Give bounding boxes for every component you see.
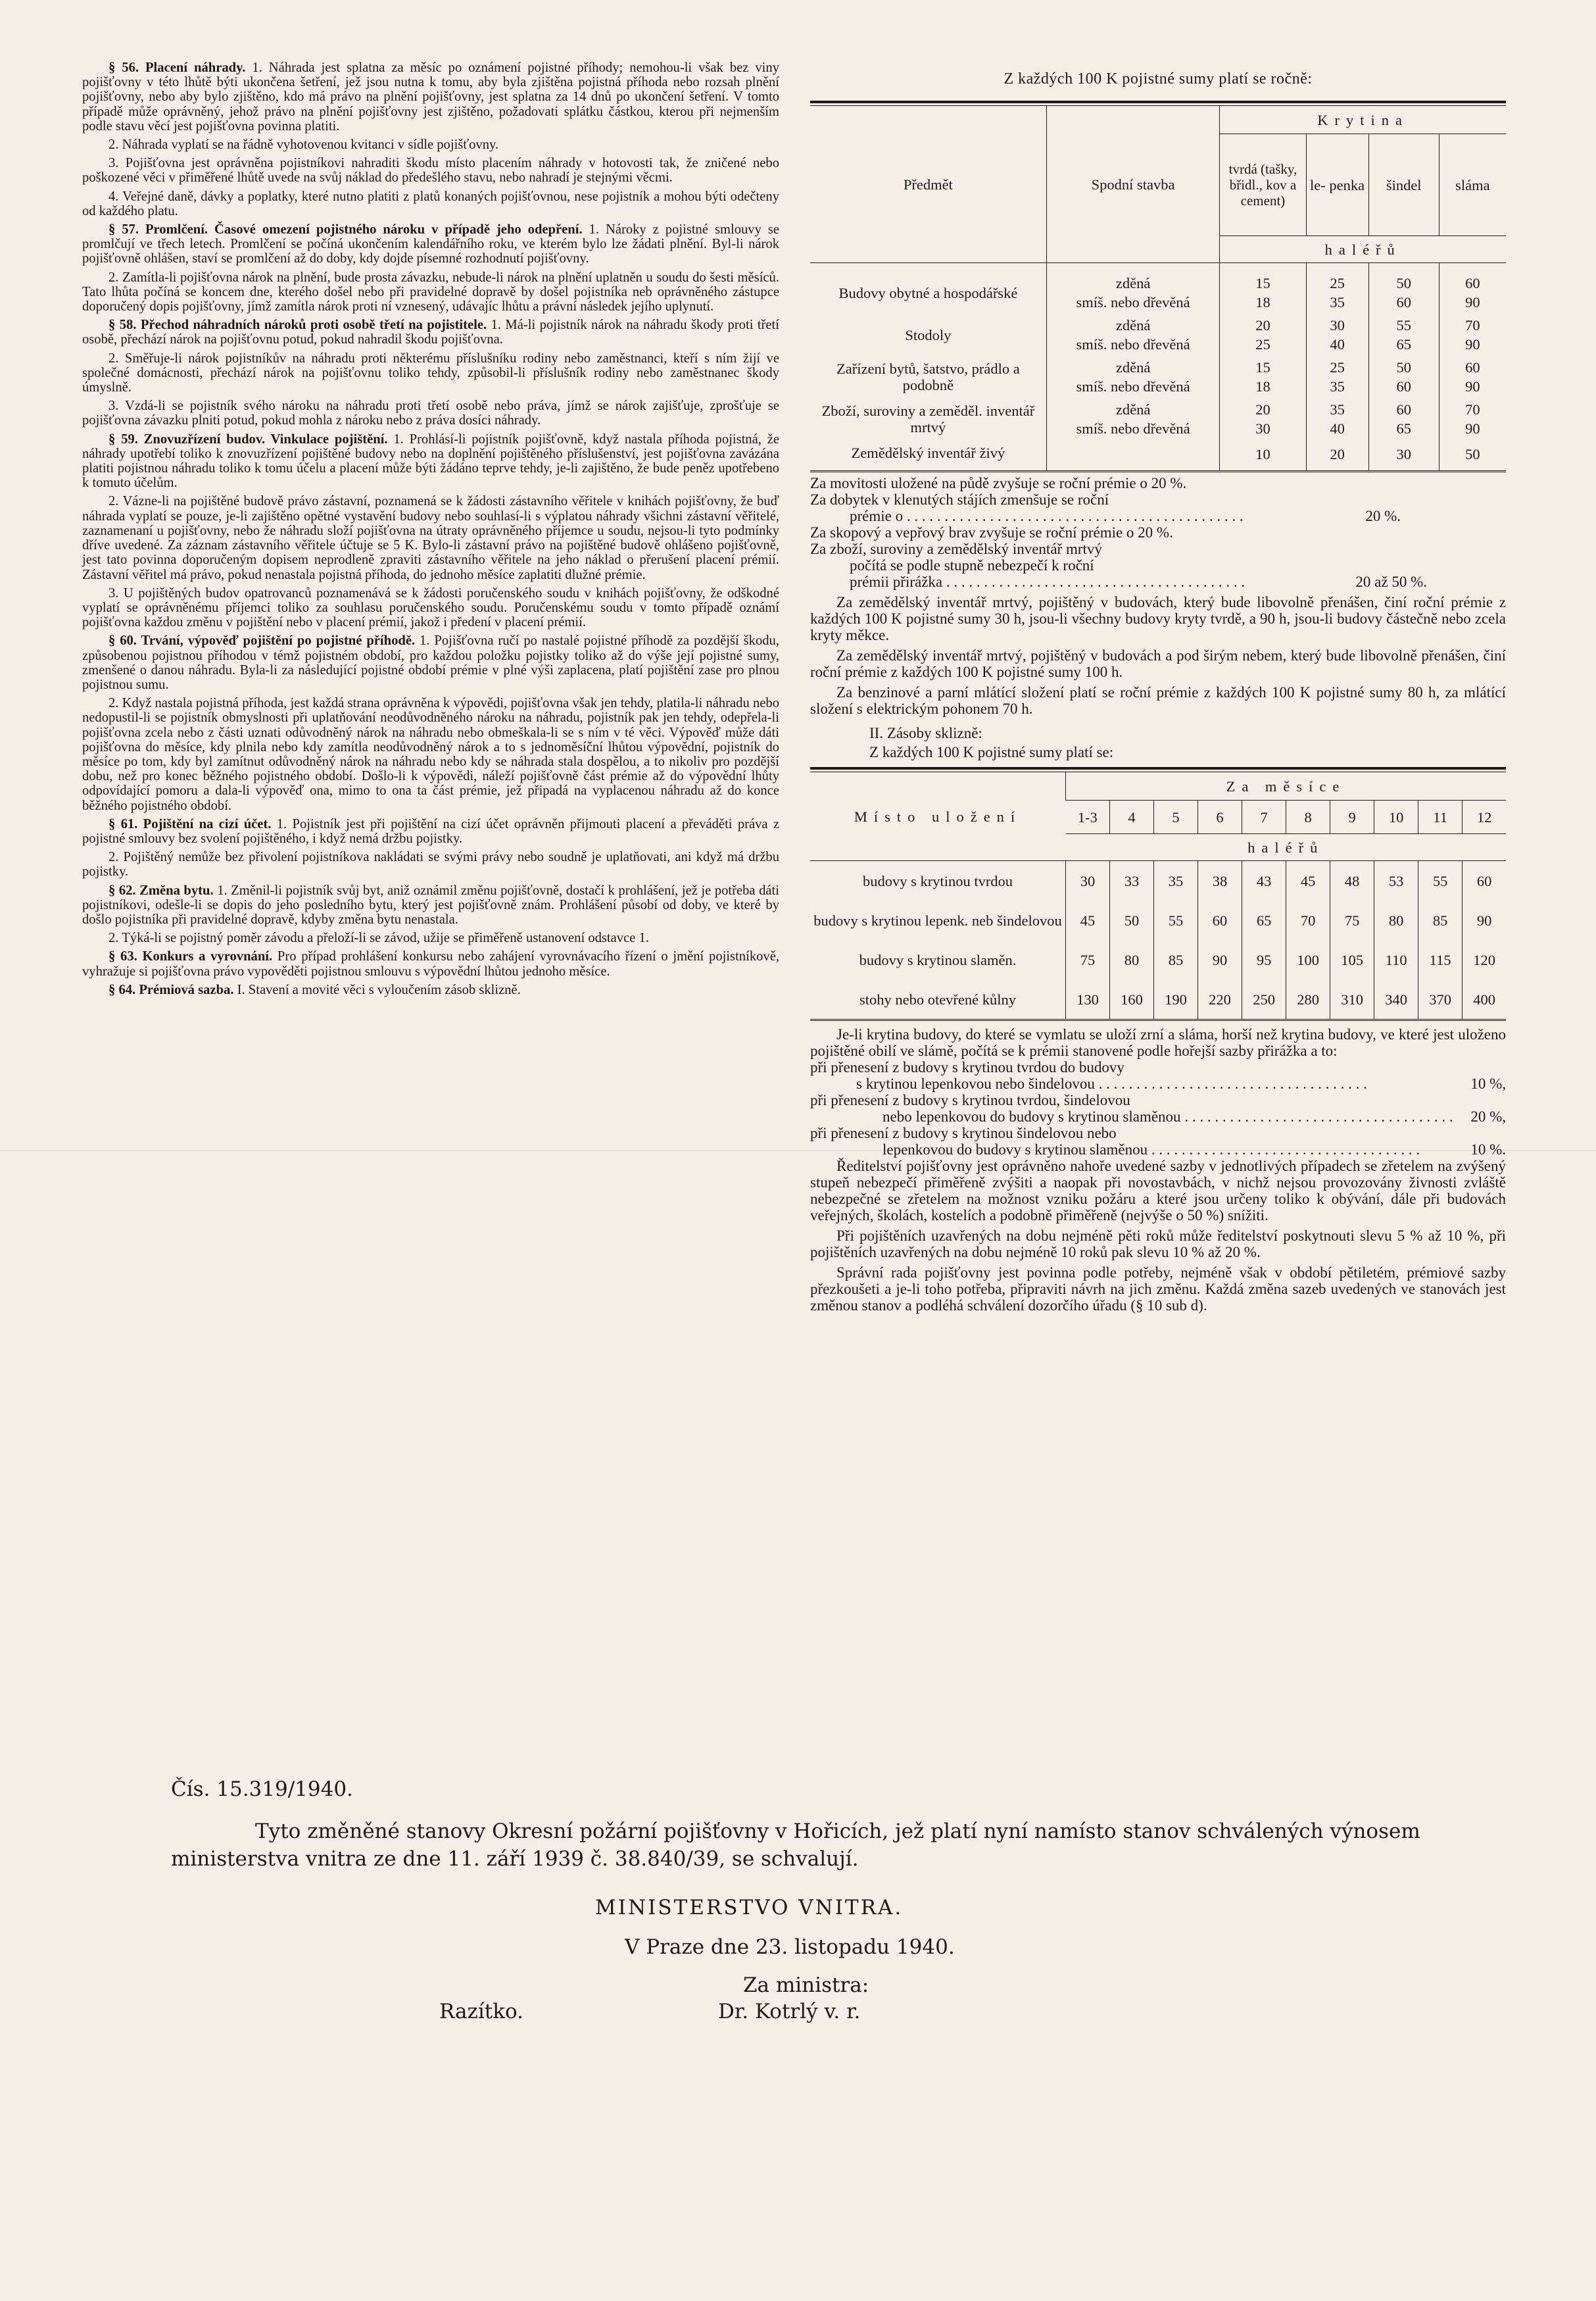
table-cell: 70 bbox=[1439, 396, 1506, 419]
table1-title: Z každých 100 K pojistné sumy platí se ročně: bbox=[1004, 70, 1313, 87]
reference-number: Čís. 15.319/1940. bbox=[171, 1777, 353, 1801]
table-cell: 30 bbox=[1306, 312, 1368, 335]
paragraph-text: 1. Nároky z pojistné smlouvy se promlčují ve třech letech. Promlčení se počíná ukončením kalendářního roku, ve kterém bylo lze žádati plnění. Byl-li nárok pojišťovně ohlášen, staví se promlčení až do doby, kdy dojde písemné rozhodnutí pojišťovny. bbox=[82, 222, 779, 266]
header-predmet: Předmět bbox=[810, 106, 1046, 263]
table-cell: 20 bbox=[1220, 312, 1306, 335]
paragraph-text: 2. Když nastala pojistná příhoda, jest každá strana oprávněna k výpovědi, pojišťovna však jen tehdy, platila-li náhradu nebo nedopustil-li se pojistník obmyslnosti při uplatňování neodůvodněného nároku na náhradu, pojistník pak jen tehdy, odepřela-li pojišťovna zcela nebo z části uznati odůvodněný nárok na náhradu nebo obmeškala-li se s ním v té věci. Výpověď může dáti pojišťovna do měsíce, kdy plnila nebo kdy zamítla neodůvodněný nárok a to s jednoměsíční lhůtou výpovědní, pojistník do měsíce po tom, kdy byl zamítnut odůvodněný nárok na náhradu nebo kdy se náhrada stala dospělou, a to nikoliv pro pozdější dobu, než pro konec běžného pojistného období. Došlo-li k výpovědi, náleží pojišťovně část prémie až do výpovědní lhůty odpovídající pomoru a dala-li výpověď ona, mimo to ona ta část prémie, jež připadá na vyplacenou náhradu až do konce běžného pojistného období. bbox=[82, 696, 779, 813]
surcharge-text: nebo lepenkovou do budovy s krytinou slaměnou bbox=[883, 1108, 1181, 1125]
row-predmet: Budovy obytné a hospodářské bbox=[838, 284, 1018, 301]
row-predmet: Zboží, suroviny a zeměděl. inventář mrtvý bbox=[821, 403, 1035, 435]
paragraph bbox=[82, 270, 779, 314]
row-spodni-stavba: zděná bbox=[1046, 354, 1220, 377]
note-mlatici: Za benzinové a parní mlátící složení platí se roční prémie z každých 100 K pojistné sumy 80 h, za mlátící složení s elektrickým pohonem 70 h. bbox=[810, 684, 1506, 717]
surcharge-text: s krytinou lepenkovou nebo šindelovou bbox=[856, 1076, 1095, 1092]
section-heading: § 62. Změna bytu. bbox=[109, 883, 214, 898]
note-krytina-horsi: Je-li krytina budovy, do které se vymlatu se uloží zrní a sláma, horší než krytina budovy, ve které jest uloženo pojištěné obilí ve slámě, počítá se k prémii stanovené podle hořejší sazby přirážka a to: bbox=[810, 1026, 1506, 1059]
note-zbozi-pct: 20 až 50 %. bbox=[1355, 574, 1427, 590]
month-header: 5 bbox=[1154, 801, 1198, 834]
right-column bbox=[810, 71, 1506, 1314]
note-sleva: Při pojištěních uzavřených na dobu nejméně pěti roků může ředitelství poskytnouti slevu 5 % až 10 %, při pojištěních uzavřených na dobu nejméně 10 roků pak slevu 10 % až 20 %. bbox=[810, 1227, 1506, 1260]
paragraph-text: 2. Vázne-li na pojištěné budově právo zástavní, poznamená se k žádosti zástavního věřitele v knihách pojišťovny, že buď náhrada vyplatí se pouze, je-li zajištěno opětné vystavění budovy nebo souhlasí-li s výplatou náhrady všichni zástavní věřitelé, zaznamenaní u pojišťovny, nebo že náhradu složí pojišťovna na útraty oprávněného příjemce u soudu, nejsou-li tyto podmínky dříve uvedené. Za záznam zástavního věřitele účtuje se 5 K. Bylo-li zástavní právo na pojištěné budově ohlášeno pojišťovně, jest tato povinna doporučeným dopisem neprodleně zpraviti zástavního věřitele na jeho náklad o přerušení placení prémií. Zástavní věřitel má právo, pokud nenastala pojistná příhoda, do jednoho měsíce zaplatiti dlužné prémie. bbox=[82, 494, 779, 582]
row-label: budovy s krytinou tvrdou bbox=[862, 872, 1013, 889]
table-cell: 50 bbox=[1368, 354, 1439, 377]
table-cell: 53 bbox=[1374, 861, 1418, 901]
paragraph-text: I. Stavení a movité věci s vyloučením zásob sklizně. bbox=[233, 982, 521, 997]
table-cell: 100 bbox=[1286, 940, 1330, 979]
row-label: budovy s krytinou slaměn. bbox=[859, 951, 1017, 968]
table-cell: 35 bbox=[1306, 396, 1368, 419]
dot-leader: . . . . . . . . . . . . . . . . . . . . . . . . . . . . . . . . . . . . bbox=[1148, 1141, 1420, 1158]
header-haleru-2: haléřů bbox=[1066, 834, 1507, 861]
table-cell: 370 bbox=[1418, 979, 1463, 1020]
stamp-label: Razítko. bbox=[439, 2000, 523, 2023]
surcharge-line: při přenesení z budovy s krytinou šindelovou nebo bbox=[810, 1125, 1117, 1141]
table-cell: 85 bbox=[1154, 940, 1198, 979]
dot-leader: . . . . . . . . . . . . . . . . . . . . . . . . . . . . . . . . . . . . bbox=[1180, 1108, 1453, 1125]
table-cell: 60 bbox=[1368, 396, 1439, 419]
notes-block-2 bbox=[810, 1026, 1506, 1314]
table-row bbox=[810, 312, 1506, 335]
note-skopovy: Za skopový a vepřový brav zvyšuje se roční prémie o 20 %. bbox=[810, 524, 1173, 541]
table-cell: 65 bbox=[1368, 335, 1439, 354]
surcharge-percent: 10 %, bbox=[1470, 1076, 1506, 1092]
table-cell: 38 bbox=[1198, 861, 1242, 901]
header-misto-ulozeni: Místo uložení bbox=[810, 772, 1066, 861]
approval-text-line1: Tyto změněné stanovy Okresní požární pojišťovny v Hořicích, jež platí nyní namísto stanov schválených výnosem bbox=[255, 1819, 1420, 1843]
table-cell: 45 bbox=[1286, 861, 1330, 901]
table-cell: 20 bbox=[1306, 438, 1368, 472]
table-row bbox=[810, 940, 1506, 979]
paragraph-text: 1. Pojistník jest při pojištění na cizí účet oprávněn přijmouti placení a převáděti práva z pojistné smlouvy bez svolení pojištěného, i když nemá držbu pojistky. bbox=[82, 816, 780, 846]
month-header: 12 bbox=[1463, 801, 1506, 834]
surcharge-line bbox=[810, 1108, 1506, 1125]
table-cell: 160 bbox=[1110, 979, 1154, 1020]
section-heading: § 59. Znovuzřízení budov. Vinkulace pojištění. bbox=[109, 432, 388, 447]
paragraph bbox=[82, 432, 779, 491]
left-column bbox=[82, 61, 779, 1001]
header-spodni-stavba: Spodní stavba bbox=[1046, 106, 1220, 263]
paragraph-text: 3. U pojištěných budov opatrovanců poznamenává se k žádosti poručenského soudu v knihách pojišťovny, že odškodné vyplatí se oprávněnému příjemci toliko za souhlasu poručenského soudu. Poručenskému soudu v tomto případě oznámí pojišťovna každou změnu v pojištění nebo v placení prémií, jakož i předení v placení prémií. bbox=[82, 585, 779, 630]
header-sindel: šindel bbox=[1368, 134, 1439, 236]
table-cell: 60 bbox=[1439, 263, 1506, 293]
section-heading: § 60. Trvání, výpověď pojištění po pojistné příhodě. bbox=[109, 633, 416, 649]
table-row bbox=[810, 263, 1506, 293]
month-header: 1-3 bbox=[1066, 801, 1110, 834]
note-dobytek-pct: 20 %. bbox=[1365, 508, 1401, 524]
paragraph-text: 2. Směřuje-li nárok pojistníkův na náhradu proti některému příslušníku rodiny nebo zaměstnanci, kteří s ním žijí ve společné domácnosti, přechází nárok na pojišťovnu toliko tehdy, způsobil-li příslušník rodiny nebo zaměstnanec škody úmyslně. bbox=[82, 351, 779, 395]
table-cell: 48 bbox=[1330, 861, 1374, 901]
note-inventar-sirym: Za zemědělský inventář mrtvý, pojištěný v budovách a pod širým nebem, který bude libovolně přenášen, činí roční prémie z každých 100 K pojistné sumy 100 h. bbox=[810, 647, 1506, 680]
table-cell: 45 bbox=[1066, 901, 1110, 940]
table-cell: 90 bbox=[1439, 377, 1506, 396]
surcharge-line bbox=[810, 1076, 1506, 1092]
paragraph-text: 4. Veřejné daně, dávky a poplatky, které nutno platiti z platů konaných pojišťovnou, nese pojistník a mohou býti odečteny od každého platu. bbox=[82, 189, 779, 218]
paragraph bbox=[82, 318, 779, 347]
table-row bbox=[810, 396, 1506, 419]
place-date: V Praze dne 23. listopadu 1940. bbox=[625, 1935, 955, 1959]
dot-leader: . . . . . . . . . . . . . . . . . . . . . . . . . . . . . . . . . . . . . . . . . . . . . bbox=[903, 508, 1244, 524]
note-zbozi: Za zboží, suroviny a zemědělský inventář mrtvý bbox=[810, 541, 1102, 557]
table-cell: 25 bbox=[1306, 263, 1368, 293]
table-cell: 43 bbox=[1242, 861, 1286, 901]
table-cell: 80 bbox=[1110, 940, 1154, 979]
table-cell: 130 bbox=[1066, 979, 1110, 1020]
table-cell: 55 bbox=[1418, 861, 1463, 901]
paragraph bbox=[82, 156, 779, 185]
table-cell: 110 bbox=[1374, 940, 1418, 979]
premium-table-buildings bbox=[810, 106, 1506, 472]
note-movitosti: Za movitosti uložené na půdě zvyšuje se roční prémie o 20 %. bbox=[810, 475, 1187, 491]
note-spravni-rada: Správní rada pojišťovny jest povinna podle potřeby, nejméně však v období pětiletém, prémiové sazby přezkoušeti a je-li toho potřeba, připraviti návrh na jich změnu. Každá změna sazeb uvedených ve stanovách jest změnou stanov a podléhá schválení dozorčího úřadu (§ 10 sub d). bbox=[810, 1264, 1506, 1314]
surcharge-line: při přenesení z budovy s krytinou tvrdou, šindelovou bbox=[810, 1092, 1130, 1108]
table-cell: 60 bbox=[1368, 377, 1439, 396]
table-cell: 50 bbox=[1110, 901, 1154, 940]
table-cell: 50 bbox=[1439, 438, 1506, 472]
paragraph-text: Pro případ prohlášení konkursu nebo zahájení vyrovnávacího řízení o jmění pojistníkově, vyhražuje si pojišťovna právo vypověděti pojistnou smlouvu s výpovědní lhůtou jednoho měsíce. bbox=[82, 949, 779, 979]
month-header: 6 bbox=[1198, 801, 1242, 834]
table-cell: 60 bbox=[1198, 901, 1242, 940]
row-label: budovy s krytinou lepenk. neb šindelovou bbox=[813, 912, 1062, 929]
paragraph bbox=[82, 351, 779, 395]
surcharge-list bbox=[810, 1059, 1506, 1158]
table-cell: 90 bbox=[1439, 419, 1506, 438]
ministry-name: MINISTERSTVO VNITRA. bbox=[595, 1896, 904, 1919]
table-cell: 55 bbox=[1154, 901, 1198, 940]
row-spodni-stavba: smíš. nebo dřevěná bbox=[1046, 335, 1220, 354]
section-zasoby-title: II. Zásoby sklizně: bbox=[869, 725, 982, 741]
header-krytina: Krytina bbox=[1220, 106, 1506, 134]
month-header: 7 bbox=[1242, 801, 1286, 834]
paragraph bbox=[82, 850, 779, 879]
header-tvrda: tvrdá (tašky, břidl., kov a cement) bbox=[1220, 134, 1306, 236]
header-za-mesice: Za měsíce bbox=[1066, 772, 1507, 801]
table-cell: 220 bbox=[1198, 979, 1242, 1020]
table-row bbox=[810, 901, 1506, 940]
table-cell: 90 bbox=[1463, 901, 1506, 940]
paragraph bbox=[82, 399, 779, 428]
paragraph-text: 2. Týká-li se pojistný poměr závodu a přeloží-li se závod, užije se přiměřeně ustanovení odstavce 1. bbox=[109, 931, 649, 946]
month-header: 8 bbox=[1286, 801, 1330, 834]
note-dobytek-line2 bbox=[810, 508, 1506, 524]
header-slama: sláma bbox=[1439, 134, 1506, 236]
table-cell: 10 bbox=[1220, 438, 1306, 472]
table-cell: 18 bbox=[1220, 377, 1306, 396]
surcharge-item bbox=[810, 1125, 1506, 1158]
approval-text-line2: ministerstva vnitra ze dne 11. září 1939 č. 38.840/39, se schvalují. bbox=[171, 1847, 859, 1871]
table-cell: 60 bbox=[1368, 293, 1439, 312]
paragraph-text: 1. Pojišťovna ručí po nastalé pojistné příhodě za pozdější škodu, způsobenou pojistnou příhodou v témž pojistném období, pro každou položku pojistky toliko až do výše její pojistné sumy, zmenšené o danou náhradu. Byla-li za následující pojistné období prémie v plné výši zaplacena, platí pojištění zase pro plnou pojistnou sumu. bbox=[82, 633, 779, 692]
za-ministra: Za ministra: bbox=[743, 1973, 869, 1997]
table-cell: 20 bbox=[1220, 396, 1306, 419]
signature-name: Dr. Kotrlý v. r. bbox=[718, 2000, 861, 2023]
table2-body bbox=[810, 861, 1506, 1020]
surcharge-text: lepenkovou do budovy s krytinou slaměnou bbox=[883, 1141, 1148, 1158]
table-cell: 55 bbox=[1368, 312, 1439, 335]
table-cell: 65 bbox=[1242, 901, 1286, 940]
note-dobytek: Za dobytek v klenutých stájích zmenšuje se roční bbox=[810, 491, 1109, 508]
table1-top-rule bbox=[810, 101, 1506, 106]
paragraph bbox=[82, 696, 779, 813]
table-cell: 340 bbox=[1374, 979, 1418, 1020]
paragraph-text: 2. Pojištěný nemůže bez přivolení pojistníkova nakládati se svými právy nebo soudně je uplatňovati, ani když má držbu pojistky. bbox=[82, 850, 779, 879]
table-cell: 33 bbox=[1110, 861, 1154, 901]
paragraph bbox=[82, 883, 779, 928]
table-cell: 65 bbox=[1368, 419, 1439, 438]
table-cell: 35 bbox=[1154, 861, 1198, 901]
section-zasoby-subtitle: Z každých 100 K pojistné sumy platí se: bbox=[869, 744, 1114, 760]
paragraph-text: 1. Prohlásí-li pojistník pojišťovně, když nastala příhoda pojistná, že náhrady upotřebí toliko k znovuzřízení pojištěné budovy nebo na doplnění pojištěného příslušenství, jest pojišťovna zavázána platiti pojistnou náhradu toliko k tomu účelu a placení může býti žádáno teprve tehdy, je-li zajištěno, že bude peněz upotřebeno k tomuto účelům. bbox=[82, 432, 779, 491]
note-zbozi-line2: počítá se podle stupně nebezpečí k roční bbox=[850, 557, 1094, 574]
table1-body bbox=[810, 263, 1506, 472]
month-header: 9 bbox=[1330, 801, 1374, 834]
table-row bbox=[810, 861, 1506, 901]
table-cell: 60 bbox=[1463, 861, 1506, 901]
surcharge-item bbox=[810, 1059, 1506, 1092]
table-row bbox=[810, 438, 1506, 472]
row-spodni-stavba: zděná bbox=[1046, 263, 1220, 293]
row-label: stohy nebo otevřené kůlny bbox=[810, 979, 1066, 1020]
row-predmet: Zařízení bytů, šatstvo, prádlo a podobně bbox=[836, 360, 1020, 393]
premium-table-harvest bbox=[810, 772, 1506, 1021]
table-cell: 30 bbox=[1066, 861, 1110, 901]
dot-leader: . . . . . . . . . . . . . . . . . . . . . . . . . . . . . . . . . . . . . . . . bbox=[942, 574, 1245, 590]
table-cell: 30 bbox=[1368, 438, 1439, 472]
paragraph bbox=[82, 949, 779, 978]
surcharge-line: při přenesení z budovy s krytinou tvrdou do budovy bbox=[810, 1059, 1124, 1076]
notes-block-1 bbox=[810, 475, 1506, 717]
row-spodni-stavba: zděná bbox=[1046, 396, 1220, 419]
table-cell: 190 bbox=[1154, 979, 1198, 1020]
table2-top-rule bbox=[810, 767, 1506, 772]
table-cell: 90 bbox=[1439, 293, 1506, 312]
paragraph bbox=[82, 817, 779, 846]
table-row bbox=[810, 354, 1506, 377]
table-cell: 120 bbox=[1463, 940, 1506, 979]
row-spodni-stavba: smíš. nebo dřevěná bbox=[1046, 293, 1220, 312]
section-heading: § 57. Promlčení. Časové omezení pojistného nároku v případě jeho odepření. bbox=[109, 222, 583, 237]
note-reditelstvi: Ředitelství pojišťovny jest oprávněno nahoře uvedené sazby v jednotlivých případech se zřetelem na zvýšený stupeň nebezpečí přiměřeně zvýšiti a naopak při novostavbách, v nichž nejsou provozovány živnosti zvláště nebezpečné se zřetelem na možnost vzniku požáru a které jsou určeny toliko k obývání, dále při budovách veřejných, školách, kostelích a podobně přiměřeně (nejvýše o 50 %) snížiti. bbox=[810, 1158, 1506, 1224]
table-cell: 250 bbox=[1242, 979, 1286, 1020]
month-header: 11 bbox=[1418, 801, 1463, 834]
table-cell: 70 bbox=[1286, 901, 1330, 940]
table-cell: 25 bbox=[1220, 335, 1306, 354]
paragraph-text: 1. Náhrada jest splatna za měsíc po oznámení pojistné příhody; nemohou-li však bez viny pojišťovny v této lhůtě býti ukončena šetření, jež jsou nutna k tomu, aby byla zjištěna pojistná příhoda nebo rozsah plnění pojišťovny, nebo aby bylo zjištěno, kdo má právo na plnění pojišťovny, jest splatna za 14 dnů po ukončení šetření. V tomto případě může oprávněný, jehož právo na plnění pojišťovny jest zjištěno, požadovati splátku částkou, kterou při nejmenším podle stavu věcí jest pojišťovna povinna platiti. bbox=[82, 61, 779, 134]
table-cell: 85 bbox=[1418, 901, 1463, 940]
paragraph-text: 3. Vzdá-li se pojistník svého nároku na náhradu proti třetí osobě nebo práva, jímž se nárok zajišťuje, zprošťuje se pojišťovna závazku plniti potud, pokud mohla z nároku nebo z práva dosíci náhrady. bbox=[82, 399, 779, 428]
table-cell: 60 bbox=[1439, 354, 1506, 377]
paragraph bbox=[82, 222, 779, 266]
row-predmet: Stodoly bbox=[905, 326, 952, 343]
surcharge-percent: 10 %. bbox=[1470, 1141, 1506, 1158]
paragraph bbox=[82, 189, 779, 218]
surcharge-line bbox=[810, 1141, 1506, 1158]
note-inventar-budovy: Za zemědělský inventář mrtvý, pojištěný v budovách, který bude libovolně přenášen, činí roční prémie z každých 100 K pojistné sumy 30 h, jsou-li všechny budovy kryty tvrdě, a 90 h, jsou-li budovy částečně nebo zcela kryty měkce. bbox=[810, 594, 1506, 643]
table-cell: 95 bbox=[1242, 940, 1286, 979]
month-header: 4 bbox=[1110, 801, 1154, 834]
paragraph bbox=[82, 494, 779, 581]
surcharge-percent: 20 %, bbox=[1470, 1108, 1506, 1125]
paragraph-text: 2. Zamítla-li pojišťovna nárok na plnění, bude prosta závazku, nebude-li nárok na plnění uplatněn u soudu do šesti měsíců. Tato lhůta počíná se koncem dne, kterého došel nebo při pravidelné dopravě by došel pojistníka neb oprávněného zástupce doporučený dopis pojišťovny, jímž zamítla nárok proti ní vznesený, udávajíc lhůtu a právní následek jejího uplynutí. bbox=[82, 270, 779, 314]
header-lepenka: le- penka bbox=[1306, 134, 1368, 236]
table-cell: 50 bbox=[1368, 263, 1439, 293]
table-row bbox=[810, 979, 1506, 1020]
paragraph bbox=[82, 983, 779, 997]
section-heading: § 58. Přechod náhradních nároků proti osobě třetí na pojistitele. bbox=[109, 318, 487, 333]
table-cell: 280 bbox=[1286, 979, 1330, 1020]
table-cell: 25 bbox=[1306, 354, 1368, 377]
section-heading: § 63. Konkurs a vyrovnání. bbox=[109, 949, 273, 964]
table-cell: 70 bbox=[1439, 312, 1506, 335]
surcharge-item bbox=[810, 1092, 1506, 1125]
table-cell: 80 bbox=[1374, 901, 1418, 940]
table-cell: 40 bbox=[1306, 335, 1368, 354]
header-haleru: haléřů bbox=[1220, 236, 1506, 263]
row-predmet: Zemědělský inventář živý bbox=[810, 438, 1046, 472]
row-spodni-stavba: zděná bbox=[1046, 312, 1220, 335]
section-heading: § 61. Pojištění na cizí účet. bbox=[109, 816, 272, 831]
row-spodni-stavba bbox=[1046, 438, 1220, 472]
paragraph bbox=[82, 931, 779, 945]
paragraph bbox=[82, 137, 779, 152]
paragraph bbox=[82, 633, 779, 692]
month-header: 10 bbox=[1374, 801, 1418, 834]
note-zbozi-line3 bbox=[810, 574, 1506, 590]
paragraph-text: 1. Změnil-li pojistník svůj byt, aniž oznámil změnu pojišťovně, dostačí k prohlášení, jež je potřeba dáti pojistníkovi, odešle-li se dopis do jeho posledního bytu, který jest pojišťovně znám. Prohlášení působí od doby, ve které by došlo pojistníka při pravidelné dopravě, kdyby změna bytu nenastala. bbox=[82, 883, 779, 927]
paragraph-text: 3. Pojišťovna jest oprávněna pojistníkovi nahraditi škodu místo placením náhrady v hotovosti tak, že zničené nebo poškozené věci v přiměřené lhůtě uvede na svůj náklad do předešlého stavu, nebo nahradí je stejnými věcmi. bbox=[82, 156, 779, 186]
table-cell: 35 bbox=[1306, 293, 1368, 312]
row-spodni-stavba: smíš. nebo dřevěná bbox=[1046, 377, 1220, 396]
table-cell: 105 bbox=[1330, 940, 1374, 979]
dot-leader: . . . . . . . . . . . . . . . . . . . . . . . . . . . . . . . . . . . . bbox=[1094, 1076, 1367, 1092]
table-cell: 35 bbox=[1306, 377, 1368, 396]
note-dobytek-label: prémie o bbox=[850, 508, 904, 524]
paragraph bbox=[82, 586, 779, 630]
table-cell: 115 bbox=[1418, 940, 1463, 979]
paragraph bbox=[82, 61, 779, 134]
section-heading: § 56. Placení náhrady. bbox=[109, 61, 246, 75]
paragraph-text: 2. Náhrada vyplatí se na řádně vyhotovenou kvitanci v sídle pojišťovny. bbox=[109, 137, 499, 153]
table-cell: 310 bbox=[1330, 979, 1374, 1020]
table-cell: 40 bbox=[1306, 419, 1368, 438]
table-cell: 75 bbox=[1330, 901, 1374, 940]
table-cell: 18 bbox=[1220, 293, 1306, 312]
table-cell: 15 bbox=[1220, 263, 1306, 293]
table-cell: 75 bbox=[1066, 940, 1110, 979]
table-cell: 30 bbox=[1220, 419, 1306, 438]
section-heading: § 64. Prémiová sazba. bbox=[109, 982, 234, 997]
table-cell: 400 bbox=[1463, 979, 1506, 1020]
table-cell: 15 bbox=[1220, 354, 1306, 377]
row-spodni-stavba: smíš. nebo dřevěná bbox=[1046, 419, 1220, 438]
note-zbozi-label: prémii přirážka bbox=[850, 574, 943, 590]
table-cell: 90 bbox=[1439, 335, 1506, 354]
paragraph-text: 1. Má-li pojistník nárok na náhradu škody proti třetí osobě, přechází nárok na pojišťovnu potud, pokud nahradil škodu pojišťovna. bbox=[82, 318, 779, 347]
table-cell: 90 bbox=[1198, 940, 1242, 979]
